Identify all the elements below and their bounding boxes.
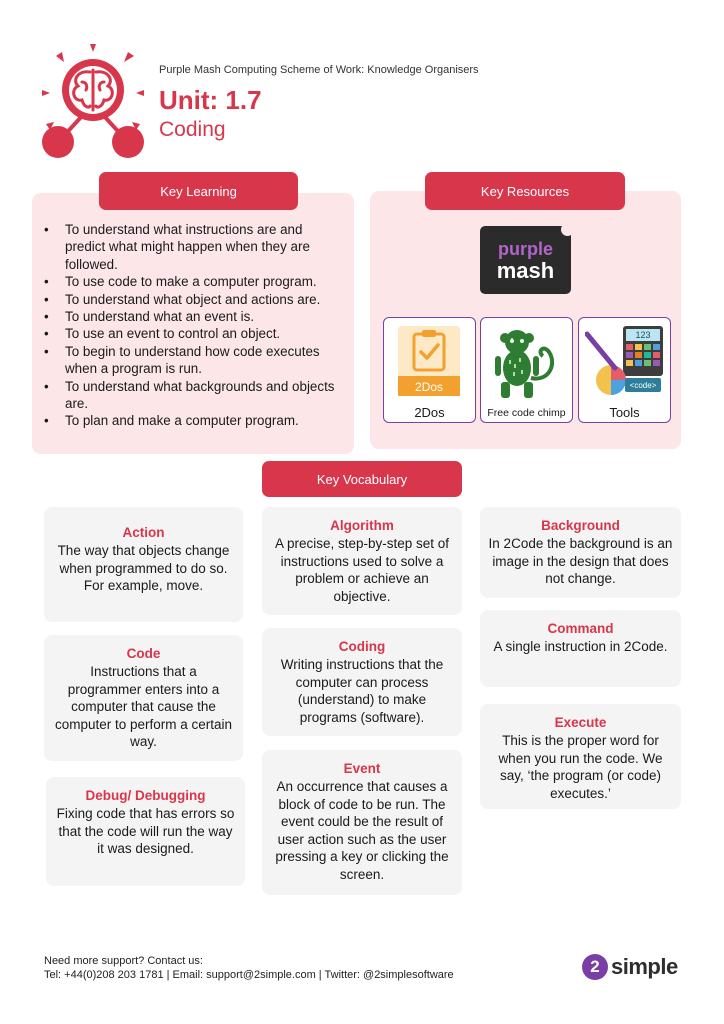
resource-label: 2Dos xyxy=(414,405,445,420)
resource-tile-2dos[interactable] xyxy=(383,317,476,423)
vocab-definition: A single instruction in 2Code. xyxy=(493,639,668,654)
vocab-definition: An occurrence that causes a block of code to be run. The event could be the result of user action such as the user pressing a key or clicking the screen. xyxy=(275,779,449,882)
vocab-card-execute xyxy=(480,704,681,809)
vocab-definition: Instructions that a programmer enters into a computer that cause the computer to perform a certain way. xyxy=(54,664,233,749)
svg-text:2Dos: 2Dos xyxy=(414,380,444,394)
tools-icon xyxy=(585,324,665,398)
bullet-icon: • xyxy=(44,274,49,290)
list-item: • To understand what an event is. xyxy=(44,309,255,325)
list-item: • To understand what object and actions are. xyxy=(44,291,321,307)
vocab-term: Action xyxy=(122,525,165,540)
resource-label: Free code chimp xyxy=(487,407,566,419)
list-item: • To understand what instructions are and predict what might happen when they are followed. xyxy=(44,222,310,272)
list-item: • To use an event to control an object. xyxy=(44,326,281,342)
unit-number: Unit: 1.7 xyxy=(159,85,262,115)
svg-text:123: 123 xyxy=(635,330,651,340)
unit-title: Coding xyxy=(159,118,226,141)
support-heading: Need more support? Contact us: xyxy=(44,955,203,967)
list-item: • To plan and make a computer program. xyxy=(44,413,299,429)
vocab-card-action xyxy=(44,507,243,622)
vocab-term: Command xyxy=(547,621,614,636)
brain-logo-icon xyxy=(40,40,146,162)
brand-mark: 2 xyxy=(582,954,608,980)
vocab-card-algorithm xyxy=(262,507,462,615)
bullet-icon: • xyxy=(44,343,49,359)
bullet-icon: • xyxy=(44,326,49,342)
bullet-icon: • xyxy=(44,309,49,325)
vocab-definition: In 2Code the background is an image in the design that does not change. xyxy=(488,536,673,586)
vocab-definition: This is the proper word for when you run the code. We say, ‘the program (or code) executes.’ xyxy=(498,733,663,801)
svg-text:<code>: <code> xyxy=(629,381,657,390)
key-learning-heading: Key Learning xyxy=(99,172,298,210)
key-resources-heading: Key Resources xyxy=(425,172,625,210)
vocab-term: Debug/ Debugging xyxy=(85,788,206,803)
vocab-term: Code xyxy=(126,646,161,661)
vocab-definition: Fixing code that has errors so that the code will run the way it was designed. xyxy=(56,806,235,856)
key-vocabulary-heading: Key Vocabulary xyxy=(262,461,462,497)
resource-tile-free-code-chimp[interactable] xyxy=(480,317,573,423)
bullet-icon: • xyxy=(44,222,49,237)
list-item: • To understand what backgrounds and objects are. xyxy=(44,378,335,412)
clipboard-check-icon xyxy=(390,324,468,398)
vocab-definition: Writing instructions that the computer can process (understand) to make programs (software). xyxy=(280,657,444,725)
vocab-card-coding xyxy=(262,628,462,736)
code-chimp-icon xyxy=(487,324,565,402)
vocab-definition: The way that objects change when programmed to do so. For example, move. xyxy=(57,543,230,593)
purple-mash-logo[interactable] xyxy=(480,226,571,294)
list-item: • To use code to make a computer program. xyxy=(44,274,317,290)
list-item: • To begin to understand how code executes when a program is run. xyxy=(44,343,320,377)
vocab-card-background xyxy=(480,507,681,598)
vocab-card-debugging xyxy=(46,777,245,886)
2simple-logo[interactable] xyxy=(582,953,678,981)
logo-word-mash: mash xyxy=(496,258,555,283)
logo-notch xyxy=(561,223,574,236)
vocab-definition: A precise, step-by-step set of instructions used to solve a problem or achieve an objective. xyxy=(274,536,450,604)
vocab-term: Background xyxy=(541,518,620,533)
resource-label: Tools xyxy=(609,405,640,420)
vocab-term: Execute xyxy=(554,715,607,730)
key-learning-list xyxy=(44,221,346,430)
contact-details: Tel: +44(0)208 203 1781 | Email: support@2simple.com | Twitter: @2simplesoftware xyxy=(44,969,454,981)
scheme-subtitle: Purple Mash Computing Scheme of Work: Knowledge Organisers xyxy=(159,64,479,76)
vocab-card-command xyxy=(480,610,681,687)
logo-word-purple: purple xyxy=(497,239,553,259)
vocab-card-code xyxy=(44,635,243,761)
vocab-term: Coding xyxy=(338,639,386,654)
vocab-term: Algorithm xyxy=(330,518,394,533)
bullet-icon: • xyxy=(44,378,49,394)
bullet-icon: • xyxy=(44,413,49,429)
bullet-icon: • xyxy=(44,291,49,307)
vocab-term: Event xyxy=(343,761,381,776)
resource-tile-tools[interactable] xyxy=(578,317,671,423)
vocab-card-event xyxy=(262,750,462,895)
brand-wordmark: simple xyxy=(611,954,678,979)
